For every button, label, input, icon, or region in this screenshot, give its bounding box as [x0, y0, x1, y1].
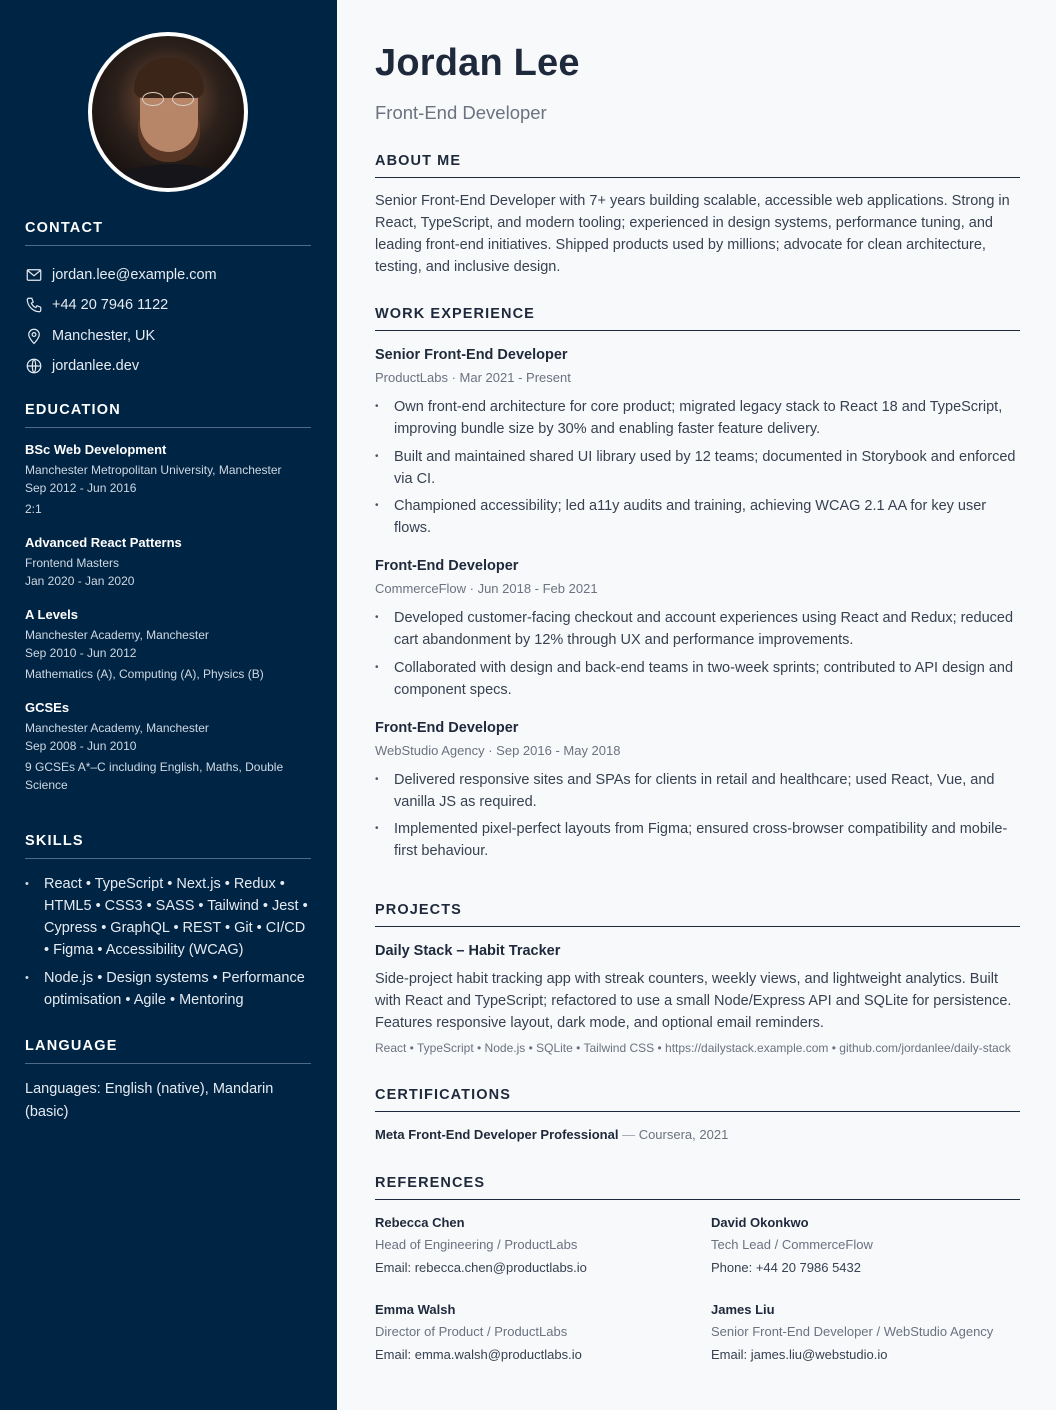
reference-contact[interactable]: Email: rebecca.chen@productlabs.io: [375, 1260, 587, 1275]
education-degree: GCSEs: [25, 700, 70, 715]
job-bullet: • Collaborated with design and back-end teams in two-week sprints; contributed to API design and component specs.: [375, 657, 1020, 701]
education-item: [25, 441, 311, 518]
language-section: [25, 1038, 311, 1124]
job-bullet: • Developed customer-facing checkout and account experiences using React and Redux; reduced cart abandonment by 12% through UX and performance improvements.: [375, 607, 1020, 651]
certification-separator: —: [622, 1127, 636, 1142]
contact-email[interactable]: [25, 260, 311, 290]
job-entry: [375, 556, 1020, 701]
reference-name: James Liu: [711, 1302, 775, 1317]
education-section: [25, 402, 311, 794]
experience-heading: WORK EXPERIENCE: [375, 306, 1020, 331]
profile-photo: [88, 32, 248, 192]
skills-section: [25, 833, 311, 1017]
projects-section: [375, 902, 1020, 1057]
education-item: [25, 606, 311, 683]
education-institution: Manchester Academy, Manchester: [25, 628, 209, 642]
job-title: Senior Front-End Developer: [375, 347, 568, 363]
education-degree: Advanced React Patterns: [25, 535, 182, 550]
certification-issuer: Coursera, 2021: [638, 1127, 729, 1142]
reference-contact[interactable]: Email: james.liu@webstudio.io: [711, 1347, 888, 1362]
reference-role: Director of Product / ProductLabs: [375, 1324, 568, 1339]
reference-card: [711, 1214, 1020, 1277]
education-note: 9 GCSEs A*–C including English, Maths, Double Science: [25, 760, 284, 792]
education-dates: Jan 2020 - Jan 2020: [25, 574, 135, 588]
education-note: 2:1: [25, 502, 42, 516]
job-meta: CommerceFlow · Jun 2018 - Feb 2021: [375, 581, 598, 596]
certification-item: [375, 1126, 1020, 1144]
references-section: [375, 1175, 1020, 1364]
job-bullet: • Built and maintained shared UI library used by 12 teams; documented in Storybook and enforced via CI.: [375, 446, 1020, 490]
education-institution: Manchester Academy, Manchester: [25, 721, 209, 735]
reference-card: [711, 1301, 1020, 1364]
project-description: Side-project habit tracking app with streak counters, weekly views, and lightweight analytics. Built with React and TypeScript; refactored to use a small Node/Express API and SQLite for persistence. Features responsive layout, dark mode, and optional email reminders.: [375, 971, 1012, 1031]
education-item: [25, 699, 311, 794]
education-dates: Sep 2012 - Jun 2016: [25, 481, 137, 495]
skills-item: • Node.js • Design systems • Performance optimisation • Agile • Mentoring: [25, 967, 311, 1011]
reference-contact[interactable]: Email: emma.walsh@productlabs.io: [375, 1347, 582, 1362]
education-item: [25, 534, 311, 590]
certifications-section: [375, 1087, 1020, 1144]
contact-heading: CONTACT: [25, 220, 311, 246]
skills-heading: SKILLS: [25, 833, 311, 859]
contact-website-text: jordanlee.dev: [52, 358, 140, 375]
language-heading: LANGUAGE: [25, 1038, 311, 1064]
about-text: Senior Front-End Developer with 7+ years building scalable, accessible web applications. Strong in React, TypeScript, and modern tooling; experienced in design systems, performance tuning, and leading front-end initiatives. Shipped products used by millions; advocate for clean architecture, testing, and inclusive design.: [375, 193, 1010, 275]
projects-heading: PROJECTS: [375, 902, 1020, 927]
reference-contact[interactable]: Phone: +44 20 7986 5432: [711, 1260, 862, 1275]
reference-name: Rebecca Chen: [375, 1215, 465, 1230]
certifications-heading: CERTIFICATIONS: [375, 1087, 1020, 1112]
about-section: [375, 153, 1020, 278]
location-pin-icon: [25, 327, 43, 345]
about-heading: ABOUT ME: [375, 153, 1020, 178]
reference-role: Senior Front-End Developer / WebStudio Agency: [711, 1324, 994, 1339]
project-tags: React • TypeScript • Node.js • SQLite • Tailwind CSS • https://dailystack.example.com • github.com/jordanlee/daily-stack: [375, 1041, 1011, 1055]
job-bullet: • Own front-end architecture for core product; migrated legacy stack to React 18 and TypeScript, improving bundle size by 30% and enabling faster feature delivery.: [375, 396, 1020, 440]
reference-card: [375, 1301, 711, 1364]
reference-role: Tech Lead / CommerceFlow: [711, 1237, 873, 1252]
certification-name: Meta Front-End Developer Professional: [375, 1127, 619, 1142]
job-meta: WebStudio Agency · Sep 2016 - May 2018: [375, 742, 621, 758]
education-dates: Sep 2008 - Jun 2010: [25, 739, 137, 753]
job-bullet: • Implemented pixel-perfect layouts from Figma; ensured cross-browser compatibility and mobile-first behaviour.: [375, 818, 1020, 862]
sidebar: [0, 0, 337, 1410]
contact-section: [25, 220, 311, 381]
education-institution: Frontend Masters: [25, 556, 120, 570]
contact-email-text: jordan.lee@example.com: [52, 267, 217, 284]
contact-location-text: Manchester, UK: [52, 327, 156, 344]
job-entry: [375, 718, 1020, 863]
education-institution: Manchester Metropolitan University, Manchester: [25, 463, 282, 477]
job-entry: [375, 345, 1020, 539]
job-bullet: • Championed accessibility; led a11y audits and training, achieving WCAG 2.1 AA for key user flows.: [375, 495, 1020, 539]
references-heading: REFERENCES: [375, 1175, 1020, 1200]
reference-role: Head of Engineering / ProductLabs: [375, 1237, 578, 1252]
experience-section: [375, 306, 1020, 868]
mail-icon: [25, 266, 43, 284]
education-dates: Sep 2010 - Jun 2012: [25, 646, 137, 660]
reference-name: Emma Walsh: [375, 1302, 456, 1317]
reference-card: [375, 1214, 711, 1277]
job-title: Front-End Developer: [375, 719, 519, 736]
contact-website[interactable]: [25, 351, 311, 381]
education-note: Mathematics (A), Computing (A), Physics (B): [25, 667, 264, 681]
contact-phone-text: +44 20 7946 1122: [52, 297, 169, 314]
language-text: Languages: English (native), Mandarin (basic): [25, 1081, 274, 1120]
education-degree: A Levels: [25, 607, 78, 622]
contact-phone[interactable]: [25, 290, 311, 320]
education-heading: EDUCATION: [25, 402, 311, 428]
contact-location: [25, 321, 311, 351]
skills-item: • React • TypeScript • Next.js • Redux • HTML5 • CSS3 • SASS • Tailwind • Jest • Cypress • GraphQL • REST • Git • CI/CD • Figma • Accessibility (WCAG): [25, 873, 311, 961]
main-content: [337, 0, 1056, 1410]
globe-icon: [25, 357, 43, 375]
reference-name: David Okonkwo: [711, 1215, 809, 1230]
phone-icon: [25, 296, 43, 314]
candidate-role: Front-End Developer: [375, 102, 547, 123]
candidate-name: Jordan Lee: [375, 42, 580, 84]
job-meta: ProductLabs · Mar 2021 - Present: [375, 370, 571, 385]
project-title: Daily Stack – Habit Tracker: [375, 943, 561, 959]
job-bullet: • Delivered responsive sites and SPAs for clients in retail and healthcare; used React, Vue, and vanilla JS as required.: [375, 769, 1020, 813]
job-title: Front-End Developer: [375, 558, 519, 574]
education-degree: BSc Web Development: [25, 442, 167, 457]
